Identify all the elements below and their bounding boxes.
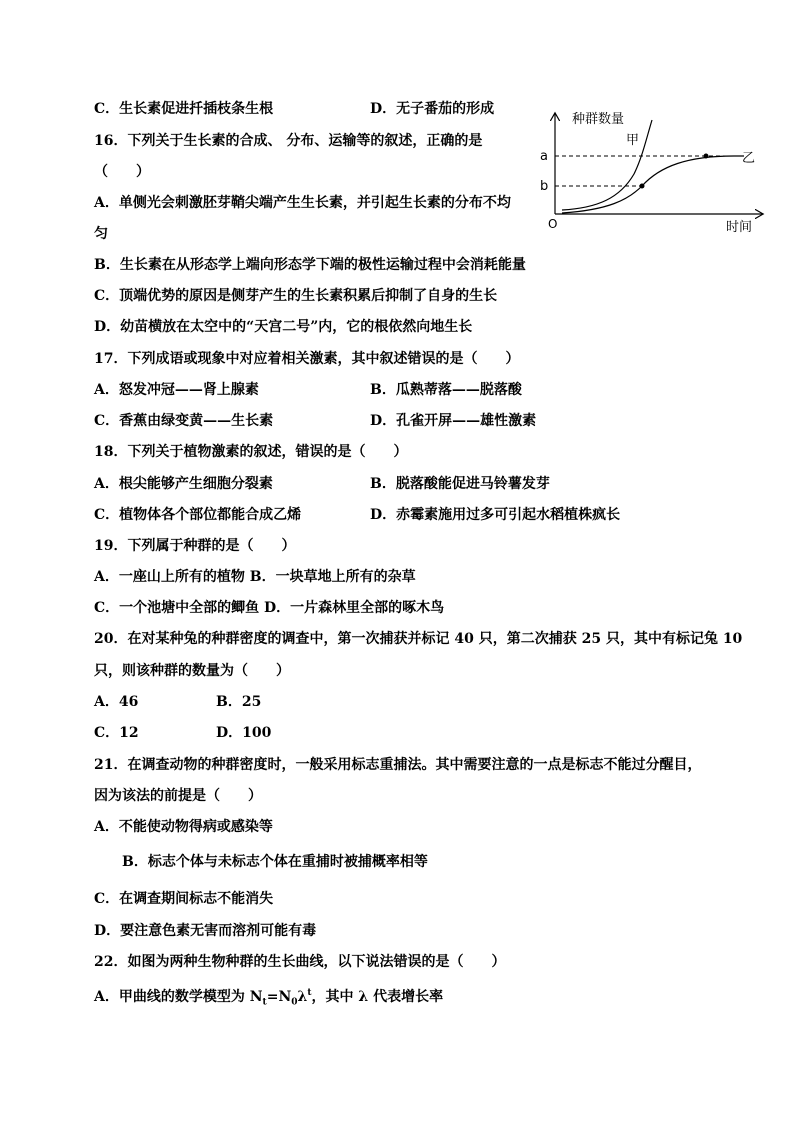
q20-option-a: A．46 [94, 694, 139, 710]
q19-options-cd: C．一个池塘中全部的鲫鱼 D．一片森林里全部的啄木鸟 [94, 600, 445, 616]
q17-option-b: B．瓜熟蒂落——脱落酸 [370, 382, 522, 398]
q20-option-d: D．100 [216, 725, 272, 741]
q21-stem-line2: 因为该法的前提是（ ） [94, 788, 262, 804]
q17-stem: 17．下列成语或现象中对应着相关激素，其中叙述错误的是（ ） [94, 351, 520, 367]
q21-option-d: D．要注意色素无害而溶剂可能有毒 [94, 923, 317, 939]
q18-option-c: C．植物体各个部位都能合成乙烯 [94, 507, 302, 523]
point-a-on-yi [704, 154, 709, 159]
q20-stem-line1: 20．在对某种兔的种群密度的调查中，第一次捕获并标记 40 只，第二次捕获 25 只，其中有标记兔 10 [94, 631, 743, 647]
q15-option-c: C．生长素促进扦插枝条生根 [94, 101, 274, 117]
q22-stem: 22．如图为两种生物种群的生长曲线，以下说法错误的是（ ） [94, 954, 506, 970]
point-b-on-yi [640, 184, 645, 189]
q15-option-d: D．无子番茄的形成 [370, 101, 495, 117]
q20-option-b: B．25 [216, 694, 262, 710]
q20-stem-line2: 只，则该种群的数量为（ ） [94, 663, 290, 679]
q17-option-c: C．香蕉由绿变黄——生长素 [94, 413, 274, 429]
q19-options-ab: A．一座山上所有的植物 B．一块草地上所有的杂草 [94, 569, 416, 585]
superscript-t: t [307, 988, 312, 998]
series-yi-label: 乙 [742, 151, 756, 166]
y-mark-b: b [540, 179, 549, 194]
q16-option-b: B．生长素在从形态学上端向形态学下端的极性运输过程中会消耗能量 [94, 257, 526, 273]
q18-option-a: A．根尖能够产生细胞分裂素 [94, 476, 273, 492]
q16-stem: 16．下列关于生长素的合成、 分布、运输等的叙述，正确的是 [94, 133, 483, 149]
y-axis-label: 种群数量 [572, 112, 625, 127]
q17-option-a: A．怒发冲冠——肾上腺素 [94, 382, 259, 398]
q18-option-b: B．脱落酸能促进马铃薯发芽 [370, 476, 550, 492]
population-growth-chart [538, 110, 770, 234]
q16-option-d: D．幼苗横放在太空中的“天宫二号”内，它的根依然向地生长 [94, 319, 473, 335]
q21-option-b: B．标志个体与未标志个体在重捕时被捕概率相等 [122, 854, 428, 870]
y-mark-a: a [540, 149, 548, 164]
q22-option-a: A．甲曲线的数学模型为 $N_t=N_0\lambda^t$，其中 λ 代表增长率 [94, 988, 444, 1008]
q21-option-c: C．在调查期间标志不能消失 [94, 891, 274, 907]
q16-option-c: C．顶端优势的原因是侧芽产生的生长素积累后抑制了自身的生长 [94, 288, 498, 304]
origin-label: O [548, 217, 558, 231]
q20-option-c: C．12 [94, 725, 139, 741]
q18-option-d: D．赤霉素施用过多可引起水稻植株疯长 [370, 507, 621, 523]
series-jia-label: 甲 [626, 133, 640, 148]
x-axis-label: 时间 [726, 220, 753, 234]
q16-paren: （ ） [94, 164, 150, 180]
q21-option-a: A．不能使动物得病或感染等 [94, 819, 273, 835]
q16-option-a: A．单侧光会刺激胚芽鞘尖端产生生长素，并引起生长素的分布不均 [94, 195, 511, 211]
q19-stem: 19．下列属于种群的是（ ） [94, 538, 296, 554]
q18-stem: 18．下列关于植物激素的叙述，错误的是（ ） [94, 444, 408, 460]
q21-stem-line1: 21．在调查动物的种群密度时，一般采用标志重捕法。其中需要注意的一点是标志不能过分醒目， [94, 757, 702, 773]
q16-option-a-cont: 匀 [94, 226, 108, 242]
q17-option-d: D．孔雀开屏——雄性激素 [370, 413, 537, 429]
subscript-t: t [262, 997, 267, 1008]
series-yi-curve [562, 156, 744, 213]
subscript-0: 0 [291, 997, 298, 1008]
